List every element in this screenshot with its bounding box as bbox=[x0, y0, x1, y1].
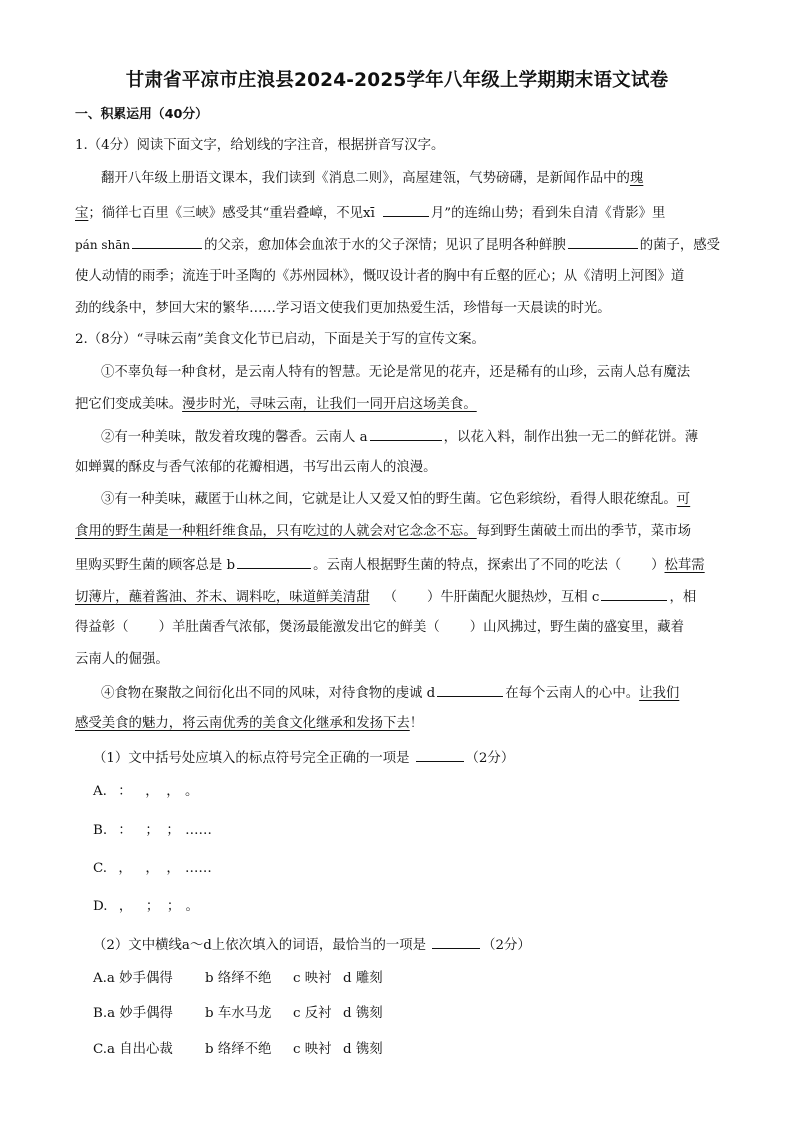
option-word-a: B.a 妙手偶得 bbox=[93, 1006, 173, 1021]
option-word-d: d 雕刻 bbox=[343, 971, 383, 986]
q2-para-2-line-1 bbox=[101, 427, 698, 447]
q2-para-4-line-1 bbox=[101, 683, 679, 703]
underlined-char: 瑰 bbox=[629, 171, 644, 186]
q2-para-3-line-3 bbox=[75, 555, 705, 575]
underlined-sentence: 漫步时光，寻味云南，让我们一同开启这场美食。 bbox=[182, 397, 477, 412]
underlined-sentence: 感受美食的魅力，将云南优秀的美食文化继承和发扬下去 bbox=[75, 716, 410, 731]
text: （ bbox=[383, 590, 397, 605]
text: ②有一种美味，散发着玫瑰的馨香。云南人 a bbox=[101, 430, 368, 445]
text: ）山风拂过，野生菌的盛宴里，藏着 bbox=[469, 620, 685, 635]
q2-para-3-line-2 bbox=[75, 523, 691, 541]
option-b[interactable] bbox=[93, 822, 225, 840]
text: 在每个云南人的心中。 bbox=[505, 686, 640, 701]
mark: ； bbox=[166, 823, 180, 838]
text: （2）文中横线a～d上依次填入的词语，最恰当的一项是 bbox=[93, 938, 427, 953]
q2-para-3-line-1 bbox=[101, 491, 690, 509]
text: 得益彰（ bbox=[75, 620, 129, 635]
text: 的父亲，愈加体会血浓于水的父子深情；见识了昆明各种鲜腴 bbox=[204, 238, 566, 253]
text: （1）文中括号处应填入的标点符号完全正确的一项是 bbox=[93, 751, 410, 766]
sub-question-1-stem bbox=[93, 748, 514, 768]
mark: ， bbox=[145, 861, 159, 876]
option-d[interactable] bbox=[93, 898, 214, 916]
text: ③有一种美味，藏匿于山林之间，它就是让人又爱又怕的野生菌。它色彩缤纷，看得人眼花缭乱。 bbox=[101, 492, 677, 507]
answer-blank[interactable] bbox=[432, 935, 480, 949]
mark: ， bbox=[145, 784, 159, 799]
option-word-a: C.a 自出心裁 bbox=[93, 1042, 173, 1057]
q2-para-1-line-1: ①不辜负每一种食材，是云南人特有的智慧。无论是常见的花卉，还是稀有的山珍，云南人总有魔法 bbox=[101, 365, 691, 380]
text: 。云南人根据野生菌的特点，探索出了不同的吃法（ bbox=[313, 558, 622, 573]
option-word-c: c 映衬 bbox=[293, 971, 332, 986]
option-word-c: c 映衬 bbox=[293, 1042, 332, 1057]
underlined-char: 宝 bbox=[75, 206, 89, 221]
text: ④食物在聚散之间衍化出不同的风味，对待食物的虔诚 d bbox=[101, 686, 436, 701]
question-2-stem: 2.（8分）“寻味云南”美食文化节已启动，下面是关于写的宣传文案。 bbox=[75, 332, 485, 347]
mark: ： bbox=[118, 823, 132, 838]
text: ） bbox=[651, 558, 665, 573]
q2-para-3-line-5 bbox=[75, 619, 684, 637]
mark: …… bbox=[185, 823, 212, 838]
answer-blank[interactable] bbox=[132, 235, 202, 249]
mark: 。 bbox=[185, 899, 199, 914]
text: ，相 bbox=[669, 590, 697, 605]
mark: ， bbox=[118, 861, 132, 876]
q1-line-1 bbox=[101, 170, 643, 188]
answer-blank-a[interactable] bbox=[370, 427, 442, 441]
option-word-d: d 镌刻 bbox=[343, 1006, 383, 1021]
option-label: B. bbox=[93, 823, 108, 838]
mark: ， bbox=[118, 899, 133, 914]
mark: ； bbox=[166, 899, 181, 914]
text: ！ bbox=[409, 716, 424, 731]
q2-para-2-line-2: 如蝉翼的酥皮与香气浓郁的花瓣相遇，书写出云南人的浪漫。 bbox=[75, 460, 437, 475]
q2-para-3-line-6: 云南人的倔强。 bbox=[75, 652, 169, 667]
underlined-sentence: 切薄片，蘸着酱油、芥末、调料吃，味道鲜美清甜 bbox=[75, 590, 370, 605]
option-c[interactable] bbox=[93, 860, 225, 878]
mark: 。 bbox=[184, 784, 199, 799]
sub-question-2-stem bbox=[93, 935, 531, 955]
answer-blank-d[interactable] bbox=[437, 683, 503, 697]
q1-line-5: 劲的线条中，梦回大宋的繁华……学习语文使我们更加热爱生活，珍惜每一天晨读的时光。 bbox=[75, 301, 611, 316]
underlined-text: 松茸需 bbox=[664, 558, 705, 573]
option-row-a[interactable] bbox=[93, 970, 383, 988]
score: （2分） bbox=[482, 938, 531, 953]
mark: ， bbox=[166, 784, 180, 799]
text: ；徜徉七百里《三峡》感受其“重岩叠嶂，不见xī bbox=[88, 206, 375, 221]
q2-para-3-line-4 bbox=[75, 587, 696, 607]
underlined-text: 让我们 bbox=[639, 686, 680, 701]
mark: …… bbox=[185, 861, 212, 876]
section-heading: 一、积累运用（40分） bbox=[75, 107, 208, 122]
answer-blank[interactable] bbox=[383, 203, 429, 217]
option-row-c[interactable] bbox=[93, 1041, 383, 1059]
q1-line-4: 使人动情的雨季；流连于叶圣陶的《苏州园林》，慨叹设计者的胸中有丘壑的匠心；从《清明上河图》道 bbox=[75, 269, 685, 284]
answer-blank-b[interactable] bbox=[237, 555, 311, 569]
option-label: A. bbox=[93, 784, 107, 799]
text: 里购买野生菌的顾客总是 b bbox=[75, 558, 236, 573]
option-a[interactable] bbox=[93, 783, 213, 801]
text: 月”的连绵山势；看到朱自清《背影》里 bbox=[430, 206, 666, 221]
underlined-sentence: 食用的野生菌是一种粗纤维食品，只有吃过的人就会对它念念不忘。 bbox=[75, 524, 477, 539]
text: 翻开八年级上册语文课本，我们读到《消息二则》，高屋建瓴，气势磅礴，是新闻作品中的 bbox=[101, 171, 630, 186]
q1-line-3 bbox=[75, 235, 720, 255]
option-word-c: c 反衬 bbox=[293, 1006, 332, 1021]
answer-blank[interactable] bbox=[568, 235, 638, 249]
option-word-a: A.a 妙手偶得 bbox=[93, 971, 173, 986]
option-row-b[interactable] bbox=[93, 1005, 383, 1023]
option-label: C. bbox=[93, 861, 108, 876]
option-word-d: d 镌刻 bbox=[343, 1042, 383, 1057]
option-label: D. bbox=[93, 899, 108, 914]
score: （2分） bbox=[465, 751, 515, 766]
q2-para-4-line-2 bbox=[75, 715, 423, 733]
text: 的菌子，感受 bbox=[639, 238, 721, 253]
text: ，以花入料，制作出独一无二的鲜花饼。薄 bbox=[443, 430, 699, 445]
mark: ； bbox=[145, 823, 159, 838]
option-word-b: b 络绎不绝 bbox=[205, 971, 272, 986]
mark: ； bbox=[145, 899, 160, 914]
q1-line-2 bbox=[75, 203, 665, 223]
text: 把它们变成美味。 bbox=[75, 397, 183, 412]
page-title: 甘肃省平凉市庄浪县2024-2025学年八年级上学期期末语文试卷 bbox=[125, 70, 669, 91]
mark: ， bbox=[166, 861, 180, 876]
question-1-stem: 1.（4分）阅读下面文字，给划线的字注音，根据拼音写汉字。 bbox=[75, 138, 445, 153]
pinyin-text: pán shān bbox=[75, 238, 131, 252]
mark: ： bbox=[118, 784, 132, 799]
text: 每到野生菌破土而出的季节，菜市场 bbox=[476, 524, 691, 539]
underlined-text: 可 bbox=[676, 492, 691, 507]
answer-blank[interactable] bbox=[416, 748, 464, 762]
text: ）牛肝菌配火腿热炒，互相 c bbox=[426, 590, 600, 605]
option-word-b: b 车水马龙 bbox=[205, 1006, 272, 1021]
q2-para-1-line-2 bbox=[75, 396, 477, 414]
text: ）羊肚菌香气浓郁，煲汤最能激发出它的鲜美（ bbox=[158, 620, 440, 635]
answer-blank-c[interactable] bbox=[601, 587, 667, 601]
option-word-b: b 络绎不绝 bbox=[205, 1042, 272, 1057]
